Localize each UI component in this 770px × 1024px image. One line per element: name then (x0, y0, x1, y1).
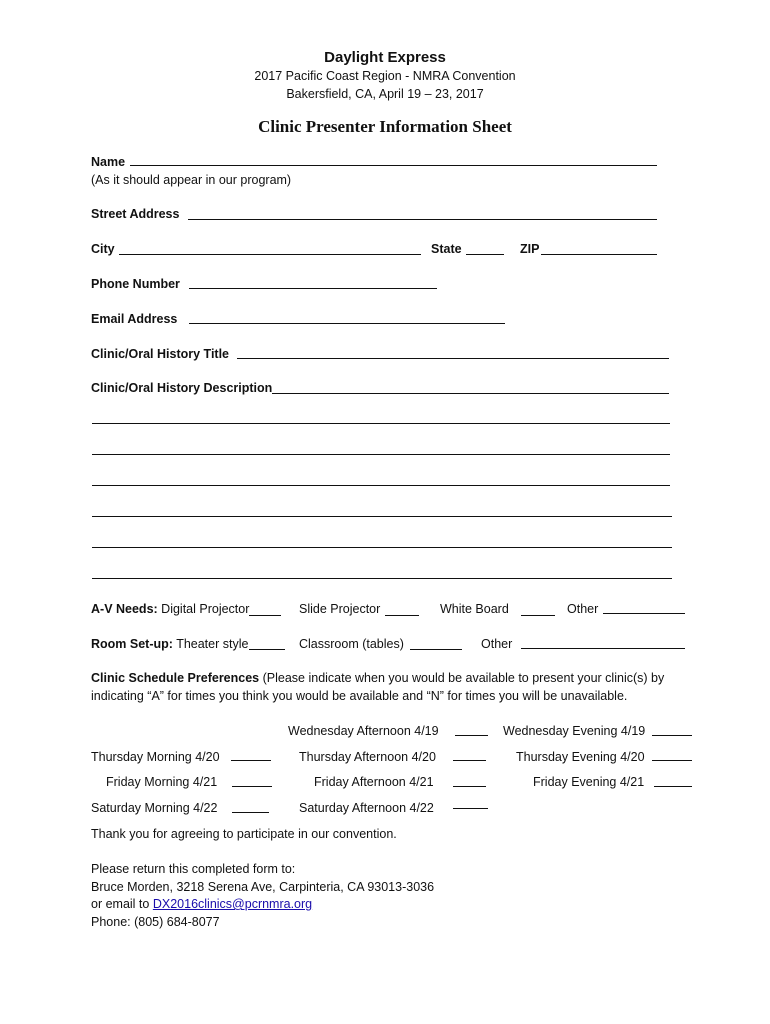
description-line[interactable] (92, 547, 672, 548)
street-address-field[interactable] (188, 219, 657, 220)
white-board-label: White Board (440, 602, 509, 616)
room-setup-row (91, 637, 248, 651)
sheet-title: Clinic Presenter Information Sheet (258, 117, 512, 136)
room-setup-label: Room Set-up: (91, 637, 173, 651)
fri-afternoon-field[interactable] (453, 786, 486, 787)
thu-morning-field[interactable] (231, 760, 271, 761)
digital-projector-label: Digital Projector (161, 602, 250, 616)
description-line[interactable] (92, 516, 672, 517)
street-address-label: Street Address (91, 207, 180, 221)
clinic-description-field[interactable] (272, 393, 669, 394)
slide-projector-label: Slide Projector (299, 602, 381, 616)
email-field[interactable] (189, 323, 505, 324)
classroom-field[interactable] (410, 649, 462, 650)
room-other-field[interactable] (521, 648, 685, 649)
sat-morning-label: Saturday Morning 4/22 (91, 801, 218, 815)
clinic-title-label: Clinic/Oral History Title (91, 347, 230, 361)
city-label: City (91, 242, 115, 256)
email-label: Email Address (91, 312, 178, 326)
thu-morning-label: Thursday Morning 4/20 (91, 750, 220, 764)
location-dates: Bakersfield, CA, April 19 – 23, 2017 (286, 87, 484, 101)
fri-afternoon-label: Friday Afternoon 4/21 (314, 775, 434, 789)
wed-afternoon-field[interactable] (455, 735, 488, 736)
email-prefix: or email to (91, 897, 153, 911)
white-board-field[interactable] (521, 615, 555, 616)
clinic-description-label: Clinic/Oral History Description (91, 381, 273, 395)
fri-morning-label: Friday Morning 4/21 (106, 775, 218, 789)
av-other-field[interactable] (603, 613, 685, 614)
schedule-instructions-1: (Please indicate when you would be available to present your clinic(s) by (259, 671, 665, 685)
wed-evening-label: Wednesday Evening 4/19 (503, 724, 646, 738)
phone-label: Phone Number (91, 277, 180, 291)
thu-afternoon-field[interactable] (453, 760, 486, 761)
mailing-address: Bruce Morden, 3218 Serena Ave, Carpinteria, CA 93013-3036 (91, 880, 435, 894)
state-field[interactable] (466, 254, 504, 255)
classroom-label: Classroom (tables) (299, 637, 404, 651)
return-instructions: Please return this completed form to: (91, 862, 296, 876)
description-line[interactable] (92, 578, 672, 579)
room-other-label: Other (481, 637, 513, 651)
city-field[interactable] (119, 254, 421, 255)
av-other-label: Other (567, 602, 599, 616)
zip-field[interactable] (541, 254, 657, 255)
description-line[interactable] (92, 485, 670, 486)
theater-style-label: Theater style (176, 637, 249, 651)
thu-evening-label: Thursday Evening 4/20 (516, 750, 645, 764)
av-needs-row (91, 602, 249, 616)
schedule-instructions-2: indicating “A” for times you think you would be available and “N” for times you will be unavailable. (91, 689, 628, 703)
description-line[interactable] (92, 423, 670, 424)
contact-email-link[interactable]: DX2016clinics@pcrnmra.org (152, 897, 313, 911)
wed-afternoon-label: Wednesday Afternoon 4/19 (288, 724, 439, 738)
thu-afternoon-label: Thursday Afternoon 4/20 (299, 750, 436, 764)
thank-you-text: Thank you for agreeing to participate in our convention. (91, 827, 397, 841)
state-label: State (431, 242, 462, 256)
convention-line: 2017 Pacific Coast Region - NMRA Convention (254, 69, 516, 83)
schedule-label: Clinic Schedule Preferences (91, 671, 260, 685)
email-line (91, 897, 312, 911)
form-title: Daylight Express (324, 49, 446, 66)
name-field[interactable] (130, 165, 657, 166)
fri-evening-label: Friday Evening 4/21 (533, 775, 645, 789)
fri-morning-field[interactable] (232, 786, 272, 787)
wed-evening-field[interactable] (652, 735, 692, 736)
name-note: (As it should appear in our program) (91, 173, 292, 187)
av-needs-label: A-V Needs: (91, 602, 158, 616)
name-label: Name (91, 155, 126, 169)
slide-projector-field[interactable] (385, 615, 419, 616)
sat-afternoon-field[interactable] (453, 808, 488, 809)
digital-projector-field[interactable] (249, 615, 281, 616)
thu-evening-field[interactable] (652, 760, 692, 761)
contact-phone: Phone: (805) 684-8077 (91, 915, 220, 929)
sat-morning-field[interactable] (232, 812, 269, 813)
clinic-title-field[interactable] (237, 358, 669, 359)
schedule-instructions-line1 (91, 671, 664, 685)
theater-style-field[interactable] (249, 649, 285, 650)
fri-evening-field[interactable] (654, 786, 692, 787)
zip-label: ZIP (520, 242, 540, 256)
description-line[interactable] (92, 454, 670, 455)
phone-field[interactable] (189, 288, 437, 289)
sat-afternoon-label: Saturday Afternoon 4/22 (299, 801, 434, 815)
